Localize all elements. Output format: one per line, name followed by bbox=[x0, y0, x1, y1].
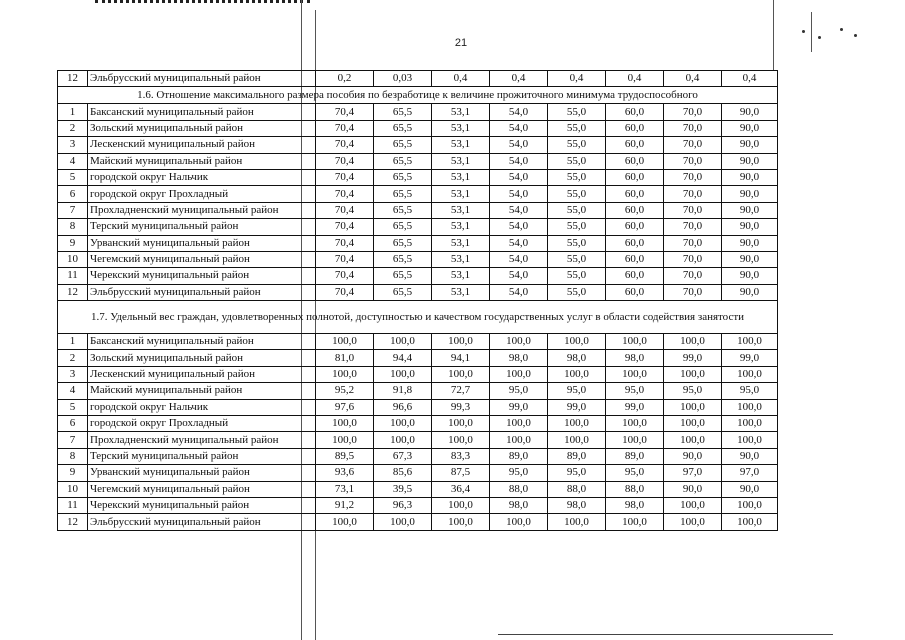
value-cell: 90,0 bbox=[722, 120, 778, 136]
value-cell: 90,0 bbox=[722, 284, 778, 300]
value-cell: 100,0 bbox=[374, 366, 432, 382]
value-cell: 98,0 bbox=[490, 350, 548, 366]
table-row bbox=[58, 268, 778, 284]
value-cell: 100,0 bbox=[722, 497, 778, 513]
district-name: Черекский муниципальный район bbox=[88, 497, 316, 513]
value-cell: 65,5 bbox=[374, 235, 432, 251]
row-number: 10 bbox=[58, 251, 88, 267]
value-cell: 97,6 bbox=[316, 399, 374, 415]
value-cell: 55,0 bbox=[548, 235, 606, 251]
value-cell: 53,1 bbox=[432, 235, 490, 251]
district-name: Зольский муниципальный район bbox=[88, 350, 316, 366]
value-cell: 100,0 bbox=[664, 497, 722, 513]
value-cell: 60,0 bbox=[606, 153, 664, 169]
value-cell: 100,0 bbox=[374, 432, 432, 448]
value-cell: 100,0 bbox=[606, 366, 664, 382]
row-number: 9 bbox=[58, 465, 88, 481]
value-cell: 90,0 bbox=[722, 235, 778, 251]
value-cell: 90,0 bbox=[664, 481, 722, 497]
value-cell: 99,0 bbox=[606, 399, 664, 415]
value-cell: 54,0 bbox=[490, 120, 548, 136]
value-cell: 54,0 bbox=[490, 268, 548, 284]
table-row bbox=[58, 120, 778, 136]
value-cell: 100,0 bbox=[606, 416, 664, 432]
bottom-rule bbox=[498, 634, 833, 635]
row-number: 3 bbox=[58, 137, 88, 153]
value-cell: 70,0 bbox=[664, 120, 722, 136]
value-cell: 54,0 bbox=[490, 186, 548, 202]
district-name: Урванский муниципальный район bbox=[88, 235, 316, 251]
value-cell: 98,0 bbox=[606, 350, 664, 366]
value-cell: 100,0 bbox=[432, 366, 490, 382]
value-cell: 54,0 bbox=[490, 104, 548, 120]
row-number: 12 bbox=[58, 514, 88, 530]
value-cell: 94,4 bbox=[374, 350, 432, 366]
district-name: Эльбрусский муниципальный район bbox=[88, 284, 316, 300]
value-cell: 100,0 bbox=[316, 514, 374, 530]
row-number: 9 bbox=[58, 235, 88, 251]
value-cell: 53,1 bbox=[432, 153, 490, 169]
value-cell: 54,0 bbox=[490, 235, 548, 251]
value-cell: 100,0 bbox=[548, 334, 606, 350]
district-name: городской округ Прохладный bbox=[88, 186, 316, 202]
value-cell: 100,0 bbox=[664, 416, 722, 432]
value-cell: 53,1 bbox=[432, 202, 490, 218]
district-name: Баксанский муниципальный район bbox=[88, 104, 316, 120]
value-cell: 55,0 bbox=[548, 169, 606, 185]
section-header-row bbox=[58, 87, 778, 104]
value-cell: 90,0 bbox=[722, 104, 778, 120]
table-row bbox=[58, 153, 778, 169]
value-cell: 93,6 bbox=[316, 465, 374, 481]
value-cell: 54,0 bbox=[490, 137, 548, 153]
table-row bbox=[58, 481, 778, 497]
row-number: 8 bbox=[58, 219, 88, 235]
value-cell: 65,5 bbox=[374, 268, 432, 284]
section-title: 1.7. Удельный вес граждан, удовлетворенных полнотой, доступностью и качеством государственных услуг в области содействия занятости bbox=[58, 301, 778, 334]
value-cell: 60,0 bbox=[606, 235, 664, 251]
value-cell: 60,0 bbox=[606, 169, 664, 185]
value-cell: 90,0 bbox=[722, 186, 778, 202]
row-number: 2 bbox=[58, 350, 88, 366]
row-number: 10 bbox=[58, 481, 88, 497]
district-name: Чегемский муниципальный район bbox=[88, 251, 316, 267]
value-cell: 36,4 bbox=[432, 481, 490, 497]
value-cell: 100,0 bbox=[664, 432, 722, 448]
district-name: Терский муниципальный район bbox=[88, 219, 316, 235]
value-cell: 100,0 bbox=[664, 334, 722, 350]
table-row bbox=[58, 169, 778, 185]
value-cell: 100,0 bbox=[490, 514, 548, 530]
row-number: 12 bbox=[58, 284, 88, 300]
value-cell: 60,0 bbox=[606, 251, 664, 267]
value-cell: 85,6 bbox=[374, 465, 432, 481]
value-cell: 98,0 bbox=[490, 497, 548, 513]
district-name: городской округ Нальчик bbox=[88, 169, 316, 185]
row-number: 1 bbox=[58, 334, 88, 350]
value-cell: 55,0 bbox=[548, 186, 606, 202]
value-cell: 94,1 bbox=[432, 350, 490, 366]
value-cell: 0,4 bbox=[664, 71, 722, 87]
value-cell: 70,0 bbox=[664, 219, 722, 235]
value-cell: 100,0 bbox=[316, 334, 374, 350]
district-name: Прохладненский муниципальный район bbox=[88, 432, 316, 448]
value-cell: 100,0 bbox=[490, 366, 548, 382]
row-number: 4 bbox=[58, 383, 88, 399]
value-cell: 95,0 bbox=[490, 465, 548, 481]
value-cell: 70,0 bbox=[664, 202, 722, 218]
table-row bbox=[58, 448, 778, 464]
table-row bbox=[58, 219, 778, 235]
district-name: Майский муниципальный район bbox=[88, 153, 316, 169]
value-cell: 100,0 bbox=[606, 432, 664, 448]
table-row bbox=[58, 104, 778, 120]
value-cell: 100,0 bbox=[490, 432, 548, 448]
value-cell: 90,0 bbox=[722, 448, 778, 464]
table-row bbox=[58, 399, 778, 415]
value-cell: 55,0 bbox=[548, 268, 606, 284]
value-cell: 90,0 bbox=[664, 448, 722, 464]
value-cell: 60,0 bbox=[606, 104, 664, 120]
value-cell: 0,4 bbox=[432, 71, 490, 87]
value-cell: 100,0 bbox=[664, 399, 722, 415]
row-number: 7 bbox=[58, 432, 88, 448]
value-cell: 90,0 bbox=[722, 202, 778, 218]
value-cell: 89,0 bbox=[490, 448, 548, 464]
value-cell: 55,0 bbox=[548, 104, 606, 120]
value-cell: 100,0 bbox=[432, 416, 490, 432]
district-name: Чегемский муниципальный район bbox=[88, 481, 316, 497]
value-cell: 81,0 bbox=[316, 350, 374, 366]
value-cell: 99,0 bbox=[548, 399, 606, 415]
value-cell: 95,0 bbox=[606, 383, 664, 399]
scan-specks bbox=[802, 28, 862, 40]
value-cell: 99,0 bbox=[722, 350, 778, 366]
value-cell: 70,4 bbox=[316, 137, 374, 153]
district-name: Прохладненский муниципальный район bbox=[88, 202, 316, 218]
value-cell: 70,4 bbox=[316, 104, 374, 120]
value-cell: 100,0 bbox=[664, 366, 722, 382]
table-row bbox=[58, 366, 778, 382]
table-row bbox=[58, 202, 778, 218]
value-cell: 100,0 bbox=[490, 334, 548, 350]
value-cell: 98,0 bbox=[548, 497, 606, 513]
value-cell: 99,0 bbox=[664, 350, 722, 366]
value-cell: 55,0 bbox=[548, 137, 606, 153]
value-cell: 70,0 bbox=[664, 268, 722, 284]
district-name: Лескенский муниципальный район bbox=[88, 366, 316, 382]
value-cell: 70,0 bbox=[664, 137, 722, 153]
value-cell: 96,6 bbox=[374, 399, 432, 415]
value-cell: 90,0 bbox=[722, 137, 778, 153]
value-cell: 70,4 bbox=[316, 120, 374, 136]
value-cell: 60,0 bbox=[606, 268, 664, 284]
row-number: 4 bbox=[58, 153, 88, 169]
table-row bbox=[58, 383, 778, 399]
value-cell: 70,4 bbox=[316, 153, 374, 169]
value-cell: 90,0 bbox=[722, 481, 778, 497]
value-cell: 55,0 bbox=[548, 120, 606, 136]
value-cell: 100,0 bbox=[722, 366, 778, 382]
table-row bbox=[58, 350, 778, 366]
value-cell: 90,0 bbox=[722, 268, 778, 284]
value-cell: 100,0 bbox=[374, 514, 432, 530]
value-cell: 99,0 bbox=[490, 399, 548, 415]
value-cell: 88,0 bbox=[548, 481, 606, 497]
value-cell: 70,0 bbox=[664, 251, 722, 267]
value-cell: 0,03 bbox=[374, 71, 432, 87]
district-name: Урванский муниципальный район bbox=[88, 465, 316, 481]
table-row bbox=[58, 71, 778, 87]
value-cell: 60,0 bbox=[606, 219, 664, 235]
value-cell: 100,0 bbox=[316, 432, 374, 448]
value-cell: 70,0 bbox=[664, 104, 722, 120]
value-cell: 65,5 bbox=[374, 169, 432, 185]
value-cell: 100,0 bbox=[316, 416, 374, 432]
value-cell: 100,0 bbox=[374, 416, 432, 432]
value-cell: 65,5 bbox=[374, 202, 432, 218]
table-row bbox=[58, 416, 778, 432]
value-cell: 95,0 bbox=[606, 465, 664, 481]
row-number: 3 bbox=[58, 366, 88, 382]
value-cell: 100,0 bbox=[722, 514, 778, 530]
value-cell: 91,2 bbox=[316, 497, 374, 513]
value-cell: 100,0 bbox=[432, 514, 490, 530]
value-cell: 73,1 bbox=[316, 481, 374, 497]
value-cell: 100,0 bbox=[722, 416, 778, 432]
row-number: 5 bbox=[58, 169, 88, 185]
page-number: 21 bbox=[454, 37, 468, 49]
value-cell: 53,1 bbox=[432, 219, 490, 235]
table-row bbox=[58, 186, 778, 202]
value-cell: 100,0 bbox=[548, 432, 606, 448]
value-cell: 98,0 bbox=[606, 497, 664, 513]
value-cell: 70,4 bbox=[316, 169, 374, 185]
value-cell: 70,4 bbox=[316, 186, 374, 202]
value-cell: 99,3 bbox=[432, 399, 490, 415]
scan-line bbox=[773, 0, 774, 70]
value-cell: 55,0 bbox=[548, 251, 606, 267]
value-cell: 65,5 bbox=[374, 137, 432, 153]
value-cell: 53,1 bbox=[432, 284, 490, 300]
value-cell: 95,0 bbox=[664, 383, 722, 399]
value-cell: 91,8 bbox=[374, 383, 432, 399]
value-cell: 97,0 bbox=[722, 465, 778, 481]
value-cell: 65,5 bbox=[374, 104, 432, 120]
value-cell: 53,1 bbox=[432, 137, 490, 153]
value-cell: 54,0 bbox=[490, 251, 548, 267]
value-cell: 53,1 bbox=[432, 120, 490, 136]
row-number: 6 bbox=[58, 416, 88, 432]
value-cell: 65,5 bbox=[374, 219, 432, 235]
value-cell: 53,1 bbox=[432, 104, 490, 120]
row-number: 1 bbox=[58, 104, 88, 120]
value-cell: 100,0 bbox=[548, 366, 606, 382]
value-cell: 100,0 bbox=[722, 432, 778, 448]
value-cell: 54,0 bbox=[490, 284, 548, 300]
value-cell: 0,2 bbox=[316, 71, 374, 87]
district-name: городской округ Нальчик bbox=[88, 399, 316, 415]
district-name: Терский муниципальный район bbox=[88, 448, 316, 464]
value-cell: 55,0 bbox=[548, 219, 606, 235]
value-cell: 60,0 bbox=[606, 186, 664, 202]
table-row bbox=[58, 465, 778, 481]
value-cell: 60,0 bbox=[606, 137, 664, 153]
value-cell: 95,2 bbox=[316, 383, 374, 399]
value-cell: 98,0 bbox=[548, 350, 606, 366]
value-cell: 53,1 bbox=[432, 169, 490, 185]
district-name: Майский муниципальный район bbox=[88, 383, 316, 399]
value-cell: 67,3 bbox=[374, 448, 432, 464]
district-name: Зольский муниципальный район bbox=[88, 120, 316, 136]
district-name: Эльбрусский муниципальный район bbox=[88, 514, 316, 530]
value-cell: 70,0 bbox=[664, 186, 722, 202]
value-cell: 53,1 bbox=[432, 268, 490, 284]
value-cell: 72,7 bbox=[432, 383, 490, 399]
value-cell: 95,0 bbox=[548, 465, 606, 481]
table-row bbox=[58, 432, 778, 448]
table-row bbox=[58, 137, 778, 153]
table-row bbox=[58, 284, 778, 300]
section-title: 1.6. Отношение максимального размера пособия по безработице к величине прожиточного минимума трудоспособного bbox=[58, 87, 778, 104]
value-cell: 65,5 bbox=[374, 186, 432, 202]
value-cell: 70,4 bbox=[316, 219, 374, 235]
value-cell: 88,0 bbox=[606, 481, 664, 497]
value-cell: 90,0 bbox=[722, 251, 778, 267]
scan-artifact-top bbox=[95, 0, 310, 6]
table-row bbox=[58, 334, 778, 350]
value-cell: 0,4 bbox=[490, 71, 548, 87]
value-cell: 90,0 bbox=[722, 153, 778, 169]
value-cell: 65,5 bbox=[374, 153, 432, 169]
row-number: 5 bbox=[58, 399, 88, 415]
table-row bbox=[58, 514, 778, 530]
value-cell: 0,4 bbox=[548, 71, 606, 87]
district-name: Эльбрусский муниципальный район bbox=[88, 71, 316, 87]
value-cell: 100,0 bbox=[432, 334, 490, 350]
value-cell: 70,0 bbox=[664, 284, 722, 300]
value-cell: 100,0 bbox=[722, 399, 778, 415]
value-cell: 96,3 bbox=[374, 497, 432, 513]
value-cell: 100,0 bbox=[316, 366, 374, 382]
value-cell: 53,1 bbox=[432, 251, 490, 267]
value-cell: 83,3 bbox=[432, 448, 490, 464]
value-cell: 65,5 bbox=[374, 284, 432, 300]
row-number: 12 bbox=[58, 71, 88, 87]
row-number: 8 bbox=[58, 448, 88, 464]
value-cell: 88,0 bbox=[490, 481, 548, 497]
value-cell: 54,0 bbox=[490, 202, 548, 218]
value-cell: 70,4 bbox=[316, 251, 374, 267]
value-cell: 100,0 bbox=[374, 334, 432, 350]
value-cell: 100,0 bbox=[722, 334, 778, 350]
value-cell: 54,0 bbox=[490, 219, 548, 235]
value-cell: 70,0 bbox=[664, 153, 722, 169]
district-name: Баксанский муниципальный район bbox=[88, 334, 316, 350]
district-name: городской округ Прохладный bbox=[88, 416, 316, 432]
table-row bbox=[58, 235, 778, 251]
value-cell: 53,1 bbox=[432, 186, 490, 202]
value-cell: 89,0 bbox=[606, 448, 664, 464]
row-number: 11 bbox=[58, 497, 88, 513]
value-cell: 39,5 bbox=[374, 481, 432, 497]
value-cell: 70,4 bbox=[316, 202, 374, 218]
value-cell: 90,0 bbox=[722, 169, 778, 185]
value-cell: 100,0 bbox=[606, 514, 664, 530]
row-number: 2 bbox=[58, 120, 88, 136]
value-cell: 60,0 bbox=[606, 284, 664, 300]
value-cell: 55,0 bbox=[548, 202, 606, 218]
district-name: Черекский муниципальный район bbox=[88, 268, 316, 284]
value-cell: 95,0 bbox=[722, 383, 778, 399]
district-name: Лескенский муниципальный район bbox=[88, 137, 316, 153]
value-cell: 0,4 bbox=[606, 71, 664, 87]
value-cell: 70,0 bbox=[664, 169, 722, 185]
value-cell: 70,0 bbox=[664, 235, 722, 251]
value-cell: 54,0 bbox=[490, 169, 548, 185]
value-cell: 100,0 bbox=[606, 334, 664, 350]
value-cell: 65,5 bbox=[374, 251, 432, 267]
value-cell: 89,0 bbox=[548, 448, 606, 464]
value-cell: 97,0 bbox=[664, 465, 722, 481]
value-cell: 100,0 bbox=[432, 497, 490, 513]
value-cell: 100,0 bbox=[548, 514, 606, 530]
value-cell: 0,4 bbox=[722, 71, 778, 87]
indicators-table bbox=[57, 70, 778, 531]
row-number: 7 bbox=[58, 202, 88, 218]
table-row bbox=[58, 497, 778, 513]
row-number: 6 bbox=[58, 186, 88, 202]
section-header-row bbox=[58, 301, 778, 334]
value-cell: 100,0 bbox=[548, 416, 606, 432]
value-cell: 100,0 bbox=[432, 432, 490, 448]
table-row bbox=[58, 251, 778, 267]
value-cell: 70,4 bbox=[316, 235, 374, 251]
value-cell: 70,4 bbox=[316, 268, 374, 284]
value-cell: 54,0 bbox=[490, 153, 548, 169]
value-cell: 100,0 bbox=[664, 514, 722, 530]
value-cell: 70,4 bbox=[316, 284, 374, 300]
value-cell: 60,0 bbox=[606, 120, 664, 136]
row-number: 11 bbox=[58, 268, 88, 284]
value-cell: 55,0 bbox=[548, 153, 606, 169]
value-cell: 90,0 bbox=[722, 219, 778, 235]
value-cell: 87,5 bbox=[432, 465, 490, 481]
value-cell: 65,5 bbox=[374, 120, 432, 136]
value-cell: 95,0 bbox=[548, 383, 606, 399]
value-cell: 60,0 bbox=[606, 202, 664, 218]
value-cell: 89,5 bbox=[316, 448, 374, 464]
value-cell: 55,0 bbox=[548, 284, 606, 300]
value-cell: 100,0 bbox=[490, 416, 548, 432]
value-cell: 95,0 bbox=[490, 383, 548, 399]
